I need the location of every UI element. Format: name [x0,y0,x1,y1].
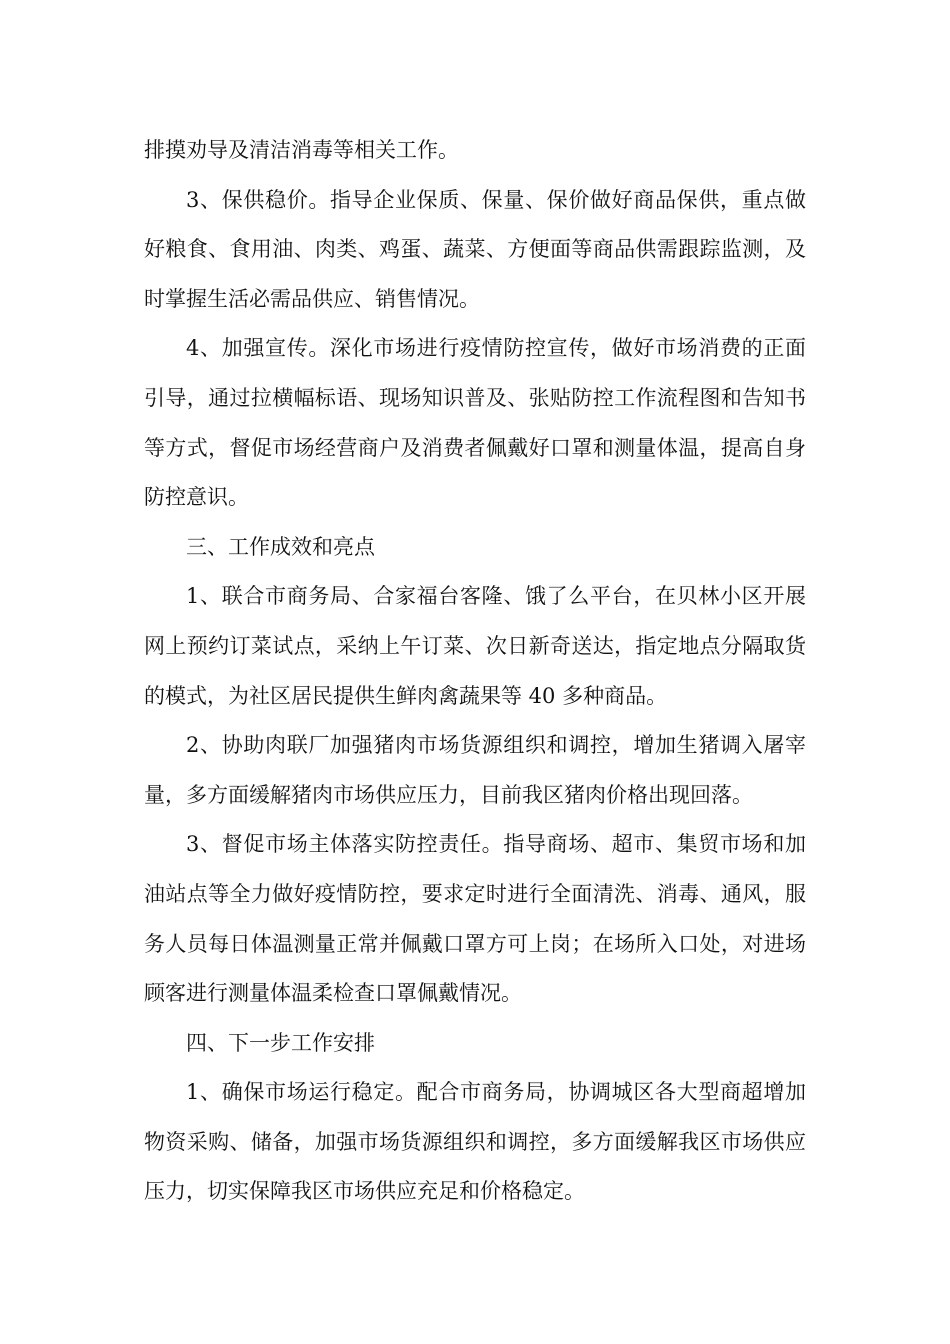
paragraph-online-ordering: 1、联合市商务局、合家福台客隆、饿了么平台，在贝林小区开展网上预约订菜试点，采纳上午订菜、次日新奇送达，指定地点分隔取货的模式，为社区居民提供生鲜肉禽蔬果等 40 多种商品。 [144,584,806,708]
section-heading-results: 三、工作成效和亮点 [186,534,375,559]
paragraph-supply-price: 3、保供稳价。指导企业保质、保量、保价做好商品保供，重点做好粮食、食用油、肉类、鸡蛋、蔬菜、方便面等商品供需跟踪监测，及时掌握生活必需品供应、销售情况。 [144,187,806,311]
document-body [144,126,806,1217]
paragraph-publicity: 4、加强宣传。深化市场进行疫情防控宣传，做好市场消费的正面引导，通过拉横幅标语、现场知识普及、张贴防控工作流程图和告知书等方式，督促市场经营商户及消费者佩戴好口罩和测量体温，提高自身防控意识。 [144,336,806,510]
paragraph-pork-supply: 2、协助肉联厂加强猪肉市场货源组织和调控，增加生猪调入屠宰量，多方面缓解猪肉市场供应压力，目前我区猪肉价格出现回落。 [144,733,806,807]
paragraph-market-stability: 1、确保市场运行稳定。配合市商务局，协调城区各大型商超增加物资采购、储备，加强市场货源组织和调控，多方面缓解我区市场供应压力，切实保障我区市场供应充足和价格稳定。 [144,1080,806,1204]
paragraph-market-responsibility: 3、督促市场主体落实防控责任。指导商场、超市、集贸市场和加油站点等全力做好疫情防控，要求定时进行全面清洗、消毒、通风，服务人员每日体温测量正常并佩戴口罩方可上岗；在场所入口处，对进场顾客进行测量体温柔检查口罩佩戴情况。 [144,832,806,1006]
section-heading-next-steps: 四、下一步工作安排 [186,1030,375,1055]
paragraph-continuation: 排摸劝导及清洁消毒等相关工作。 [144,138,459,162]
